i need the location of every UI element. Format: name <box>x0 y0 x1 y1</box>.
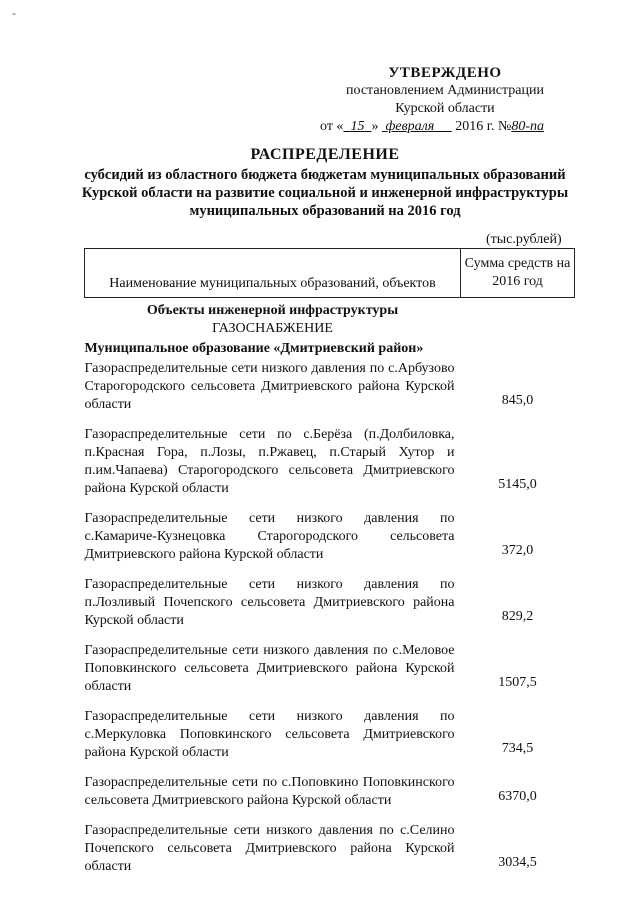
section-row <box>85 298 575 321</box>
table-row <box>85 574 575 640</box>
header-name: Наименование муниципальных образований, объектов <box>85 249 461 298</box>
date-day: 15 <box>350 119 365 134</box>
document-subtitle: субсидий из областного бюджета бюджетам муниципальных образований Курской области на развитие социальной и инженерной инфраструктуры муниципальных образований на 2016 год <box>81 167 569 219</box>
subsection-row <box>85 320 575 338</box>
approval-line-2: постановлением Администрации <box>346 83 544 98</box>
units-label: (тыс.рублей) <box>486 232 562 247</box>
document-heading: РАСПРЕДЕЛЕНИЕ <box>250 146 400 163</box>
object-amount: 6370,0 <box>498 789 537 804</box>
decree-number: 80-па <box>511 119 544 134</box>
approval-block <box>320 64 570 136</box>
municipality-title: Муниципальное образование «Дмитриевский район» <box>84 341 424 356</box>
header-amount: Сумма средств на 2016 год <box>461 249 575 298</box>
object-name: Газораспределительные сети по с.Поповкино Поповкинского сельсовета Дмитриевского района Курской области <box>84 775 455 808</box>
section-title: Объекты инженерной инфраструктуры <box>146 303 399 318</box>
distribution-table <box>84 248 575 886</box>
municipality-row <box>85 338 575 358</box>
object-amount: 1507,5 <box>498 675 537 690</box>
object-amount: 845,0 <box>501 393 534 408</box>
date-month: февраля <box>385 119 435 134</box>
table-header-row <box>85 249 575 298</box>
table-row <box>85 508 575 574</box>
object-name: Газораспределительные сети низкого давления по с.Селино Почепского сельсовета Дмитриевского района Курской области <box>84 823 455 874</box>
table-row <box>85 424 575 508</box>
object-amount: 372,0 <box>501 543 534 558</box>
date-mid: » <box>371 119 379 134</box>
object-name: Газораспределительные сети низкого давления по п.Лозливый Почепского сельсовета Дмитриевского района Курской области <box>84 577 455 628</box>
object-amount: 3034,5 <box>498 855 537 870</box>
table-row <box>85 772 575 820</box>
object-amount: 829,2 <box>501 609 534 624</box>
table-row <box>85 820 575 886</box>
object-amount: 5145,0 <box>498 477 537 492</box>
corner-mark: - <box>12 6 16 20</box>
object-name: Газораспределительные сети низкого давления по с.Меркуловка Поповкинского сельсовета Дмитриевского района Курской области <box>84 709 455 760</box>
subsection-title: ГАЗОСНАБЖЕНИЕ <box>212 321 333 336</box>
approval-title: УТВЕРЖДЕНО <box>388 65 502 81</box>
object-name: Газораспределительные сети низкого давления по с.Арбузово Старогородского сельсовета Дмитриевского района Курской области <box>84 361 455 412</box>
date-year: 2016 г. № <box>455 119 512 134</box>
object-amount: 734,5 <box>501 741 534 756</box>
approval-date-line <box>320 118 570 136</box>
table-row <box>85 706 575 772</box>
object-name: Газораспределительные сети низкого давления по с.Камаричe-Кузнецовка Старогородского сельсовета Дмитриевского района Курской области <box>84 511 455 562</box>
approval-line-3: Курской области <box>395 101 495 116</box>
object-name: Газораспределительные сети низкого давления по с.Меловое Поповкинского сельсовета Дмитриевского района Курской области <box>84 643 455 694</box>
table-row <box>85 358 575 424</box>
table-row <box>85 640 575 706</box>
date-prefix: от « <box>320 119 344 134</box>
document-title-block <box>80 146 570 220</box>
object-name: Газораспределительные сети по с.Берёза (п.Долбиловка, п.Красная Гора, п.Лозы, п.Ржавец, п.Старый Хутор и п.им.Чапаева) Старогородского сельсовета Дмитриевского района Курской области <box>84 427 455 496</box>
